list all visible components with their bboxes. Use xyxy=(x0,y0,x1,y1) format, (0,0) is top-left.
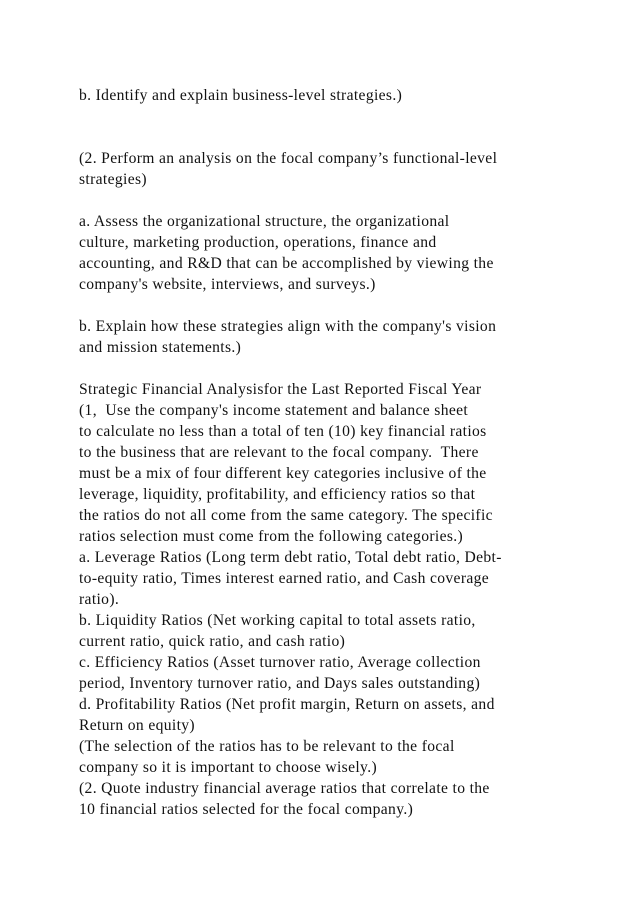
text-line: (2. Perform an analysis on the focal company’s functional-level xyxy=(79,150,498,167)
text-line: to-equity ratio, Times interest earned ratio, and Cash coverage xyxy=(79,570,490,587)
text-line: and mission statements.) xyxy=(79,339,242,356)
text-line: a. Assess the organizational structure, the organizational xyxy=(79,213,450,230)
text-line: a. Leverage Ratios (Long term debt ratio, Total debt ratio, Debt- xyxy=(79,549,502,566)
text-line: culture, marketing production, operations, finance and xyxy=(79,234,437,251)
text-line: to the business that are relevant to the focal company. There xyxy=(79,444,479,461)
paragraph-gap xyxy=(79,190,619,211)
text-line: company so it is important to choose wisely.) xyxy=(79,759,377,776)
text-line: d. Profitability Ratios (Net profit margin, Return on assets, and xyxy=(79,696,495,713)
text-line: (1, Use the company's income statement and balance sheet xyxy=(79,402,469,419)
text-line: b. Explain how these strategies align with the company's vision xyxy=(79,318,497,335)
text-line: b. Identify and explain business-level strategies.) xyxy=(79,87,403,104)
text-line: (The selection of the ratios has to be relevant to the focal xyxy=(79,738,455,755)
text-line: c. Efficiency Ratios (Asset turnover ratio, Average collection xyxy=(79,654,481,671)
text-line: to calculate no less than a total of ten (10) key financial ratios xyxy=(79,423,487,440)
text-line: leverage, liquidity, profitability, and efficiency ratios so that xyxy=(79,486,476,503)
paragraph-gap xyxy=(79,295,619,316)
text-line: ratios selection must come from the following categories.) xyxy=(79,528,464,545)
text-line: must be a mix of four different key categories inclusive of the xyxy=(79,465,487,482)
text-line: accounting, and R&D that can be accomplished by viewing the xyxy=(79,255,494,272)
text-line: Strategic Financial Analysisfor the Last Reported Fiscal Year xyxy=(79,381,482,398)
document-body xyxy=(79,85,619,820)
text-line: ratio). xyxy=(79,591,120,608)
text-line: company's website, interviews, and surveys.) xyxy=(79,276,376,293)
text-line: (2. Quote industry financial average ratios that correlate to the xyxy=(79,780,490,797)
text-line: the ratios do not all come from the same category. The specific xyxy=(79,507,493,524)
text-line: 10 financial ratios selected for the focal company.) xyxy=(79,801,414,818)
text-line: b. Liquidity Ratios (Net working capital to total assets ratio, xyxy=(79,612,476,629)
text-line: period, Inventory turnover ratio, and Days sales outstanding) xyxy=(79,675,481,692)
text-line: Return on equity) xyxy=(79,717,195,734)
text-line: strategies) xyxy=(79,171,147,188)
text-line: current ratio, quick ratio, and cash ratio) xyxy=(79,633,346,650)
paragraph-gap xyxy=(79,106,619,127)
paragraph-gap xyxy=(79,358,619,379)
paragraph-gap xyxy=(79,127,619,148)
